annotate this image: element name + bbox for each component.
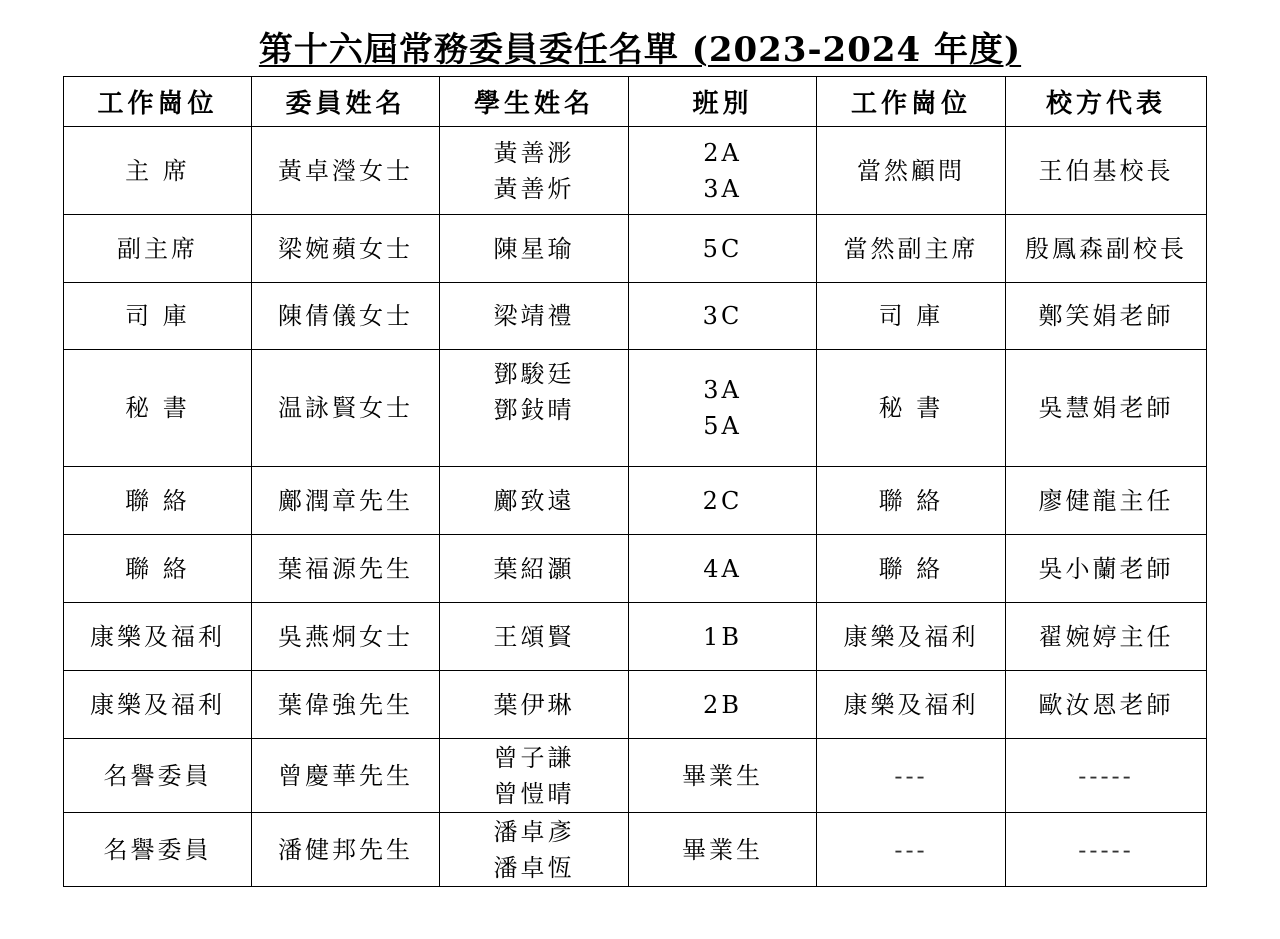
student-name: 黃善炘 [493, 174, 575, 203]
cell-position: 名譽委員 [64, 739, 252, 813]
table-row [64, 215, 1207, 283]
cell-school-position: 康樂及福利 [817, 603, 1006, 671]
class-label: 3C [702, 302, 743, 330]
student-name: 鄺致遠 [493, 486, 575, 515]
cell-classes [629, 467, 817, 535]
student-name: 曾愷晴 [493, 779, 575, 808]
cell-school-position: 秘 書 [817, 350, 1006, 467]
page-title [0, 28, 1280, 72]
student-name: 鄧駿廷 [493, 360, 575, 388]
header-school-position: 工作崗位 [817, 77, 1006, 127]
cell-students [440, 350, 629, 467]
cell-classes [629, 283, 817, 350]
class-label: 3A [703, 174, 742, 203]
table-row [64, 671, 1207, 739]
cell-classes [629, 671, 817, 739]
cell-member: 梁婉蘋女士 [252, 215, 440, 283]
cell-students [440, 603, 629, 671]
cell-school-rep: ----- [1006, 813, 1207, 887]
cell-school-rep: 吳小蘭老師 [1006, 535, 1207, 603]
student-name: 鄧鈙晴 [493, 396, 575, 424]
class-label: 3A [703, 376, 742, 404]
cell-position: 聯 絡 [64, 535, 252, 603]
cell-member: 葉福源先生 [252, 535, 440, 603]
student-name: 葉紹灝 [493, 554, 575, 583]
header-student-name: 學生姓名 [440, 77, 629, 127]
cell-classes [629, 127, 817, 215]
cell-school-position: 司 庫 [817, 283, 1006, 350]
class-label: 2C [702, 486, 743, 515]
table-row [64, 283, 1207, 350]
student-name: 曾子謙 [493, 743, 575, 772]
cell-member: 葉偉強先生 [252, 671, 440, 739]
table-header-row [64, 77, 1207, 127]
cell-member: 鄺潤章先生 [252, 467, 440, 535]
cell-school-position: 聯 絡 [817, 467, 1006, 535]
student-name: 潘卓恆 [493, 853, 575, 882]
cell-position: 秘 書 [64, 350, 252, 467]
cell-member: 潘健邦先生 [252, 813, 440, 887]
cell-school-rep: 歐汝恩老師 [1006, 671, 1207, 739]
class-label: 2B [703, 690, 742, 719]
student-name: 梁靖禮 [493, 302, 575, 330]
cell-member: 曾慶華先生 [252, 739, 440, 813]
cell-school-rep: ----- [1006, 739, 1207, 813]
committee-table [63, 76, 1207, 887]
table-row [64, 350, 1207, 467]
cell-school-position: 聯 絡 [817, 535, 1006, 603]
class-label: 1B [703, 622, 742, 651]
table-row [64, 603, 1207, 671]
cell-position: 副主席 [64, 215, 252, 283]
student-name: 陳星瑜 [493, 234, 575, 263]
cell-classes [629, 535, 817, 603]
class-label: 5A [703, 412, 742, 440]
header-position: 工作崗位 [64, 77, 252, 127]
cell-position: 司 庫 [64, 283, 252, 350]
cell-students [440, 671, 629, 739]
cell-school-rep: 廖健龍主任 [1006, 467, 1207, 535]
cell-position: 名譽委員 [64, 813, 252, 887]
student-name: 王頌賢 [493, 622, 575, 651]
cell-school-rep: 殷鳳森副校長 [1006, 215, 1207, 283]
cell-students [440, 813, 629, 887]
cell-position: 康樂及福利 [64, 671, 252, 739]
title-text: 第十六屆常務委員委任名單 (2023-2024 年度) [258, 30, 1022, 70]
cell-member: 吳燕烔女士 [252, 603, 440, 671]
cell-member: 陳倩儀女士 [252, 283, 440, 350]
cell-position: 聯 絡 [64, 467, 252, 535]
cell-classes [629, 603, 817, 671]
cell-school-rep: 吳慧娟老師 [1006, 350, 1207, 467]
header-member-name: 委員姓名 [252, 77, 440, 127]
student-name: 黃善浵 [493, 138, 575, 167]
cell-member: 黃卓瀅女士 [252, 127, 440, 215]
header-class: 班別 [629, 77, 817, 127]
cell-students [440, 535, 629, 603]
class-label: 5C [702, 234, 743, 263]
student-name: 潘卓彥 [493, 817, 575, 846]
cell-school-position: 當然副主席 [817, 215, 1006, 283]
cell-classes [629, 350, 817, 467]
cell-students [440, 283, 629, 350]
cell-students [440, 467, 629, 535]
cell-students [440, 215, 629, 283]
cell-member: 温詠賢女士 [252, 350, 440, 467]
class-label: 畢業生 [682, 835, 763, 864]
cell-school-position: 康樂及福利 [817, 671, 1006, 739]
table-row [64, 535, 1207, 603]
class-label: 畢業生 [682, 761, 763, 790]
cell-students [440, 127, 629, 215]
cell-position: 康樂及福利 [64, 603, 252, 671]
cell-school-rep: 翟婉婷主任 [1006, 603, 1207, 671]
header-school-rep: 校方代表 [1006, 77, 1207, 127]
cell-school-position: --- [817, 739, 1006, 813]
cell-school-rep: 王伯基校長 [1006, 127, 1207, 215]
cell-school-position: --- [817, 813, 1006, 887]
cell-school-position: 當然顧問 [817, 127, 1006, 215]
cell-classes [629, 739, 817, 813]
cell-classes [629, 813, 817, 887]
table-row [64, 739, 1207, 813]
cell-classes [629, 215, 817, 283]
table-row [64, 127, 1207, 215]
cell-students [440, 739, 629, 813]
class-label: 2A [703, 138, 742, 167]
table-row [64, 813, 1207, 887]
cell-school-rep: 鄭笑娟老師 [1006, 283, 1207, 350]
cell-position: 主 席 [64, 127, 252, 215]
table-row [64, 467, 1207, 535]
class-label: 4A [703, 554, 742, 583]
student-name: 葉伊琳 [493, 690, 575, 719]
